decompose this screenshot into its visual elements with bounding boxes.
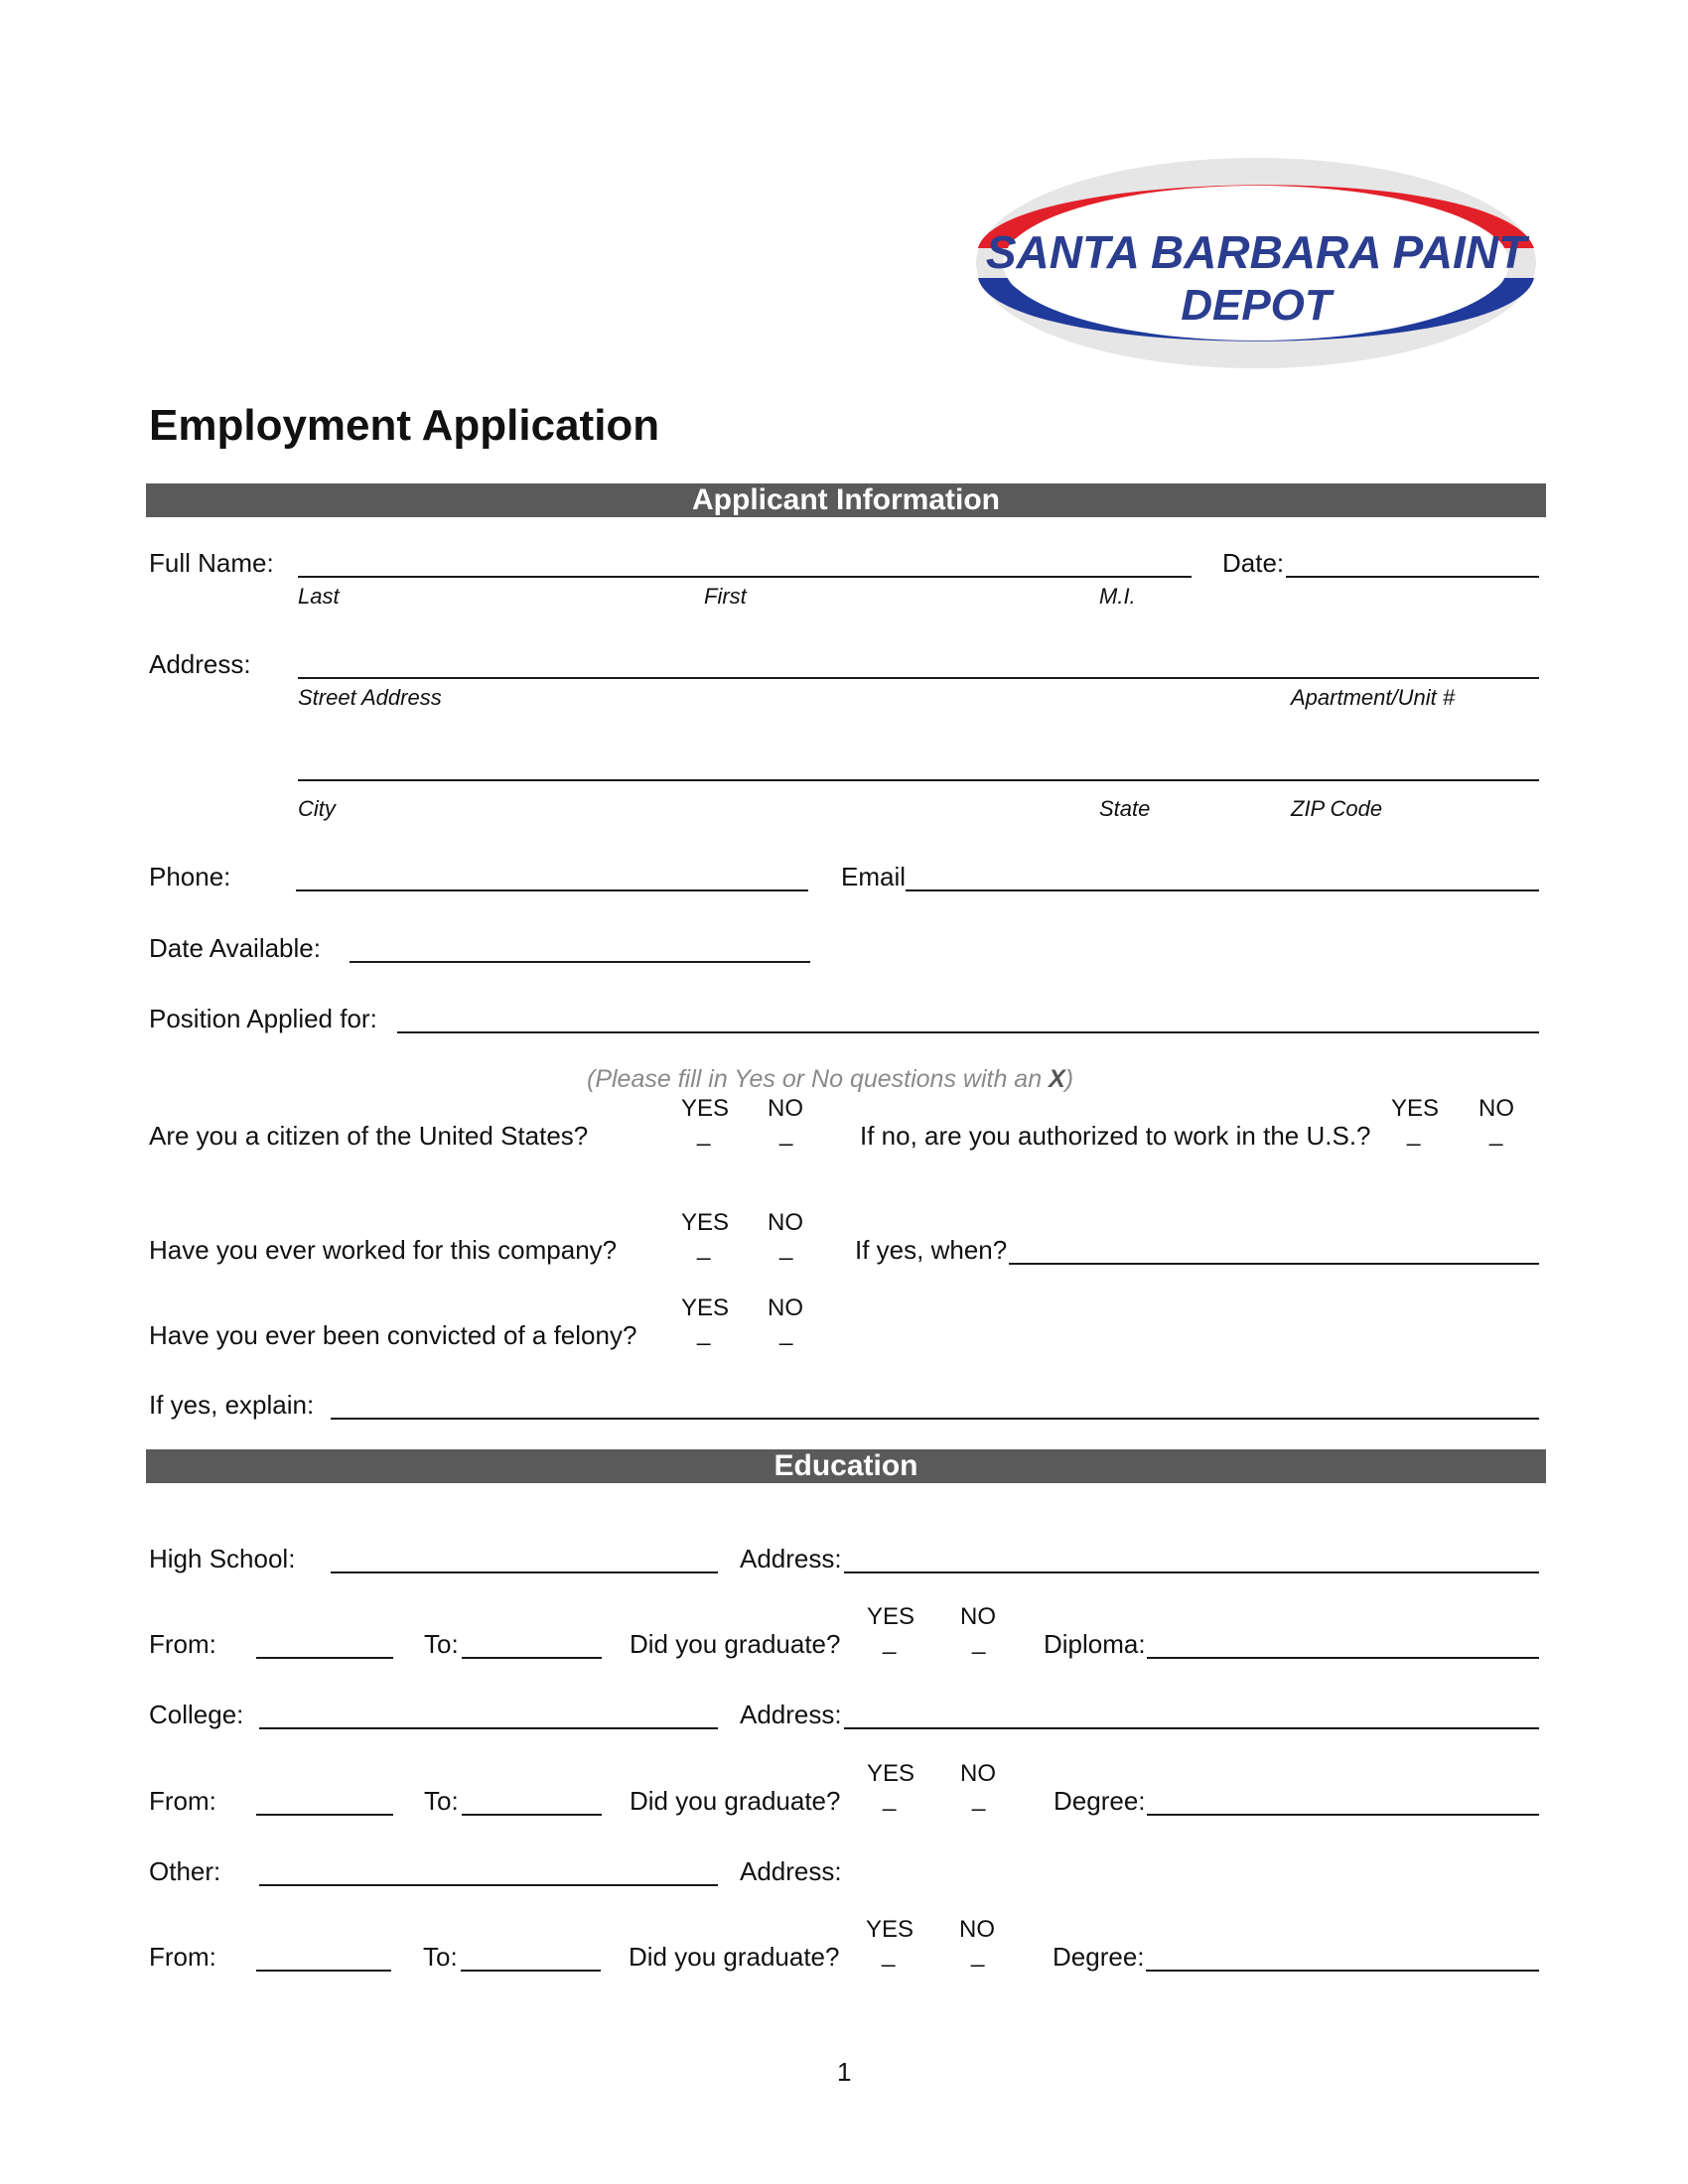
felony-no-label: NO — [768, 1295, 803, 1321]
hs-yes-box[interactable]: _ — [883, 1628, 897, 1655]
other-yes-label: YES — [866, 1916, 914, 1943]
other-address-label: Address: — [740, 1856, 842, 1886]
hs-no-box[interactable]: _ — [972, 1628, 986, 1655]
explain-label: If yes, explain: — [149, 1390, 315, 1420]
high-school-field[interactable] — [331, 1571, 718, 1573]
phone-label: Phone: — [149, 862, 231, 891]
authorized-no-label: NO — [1478, 1095, 1514, 1122]
worked-no-box[interactable]: _ — [779, 1234, 793, 1261]
citizen-no-box[interactable]: _ — [779, 1120, 793, 1147]
yes-no-instruction: (Please fill in Yes or No questions with an X) — [587, 1065, 1074, 1093]
college-no-box[interactable]: _ — [972, 1785, 986, 1812]
page-title: Employment Application — [149, 401, 660, 450]
other-yes-box[interactable]: _ — [882, 1941, 896, 1968]
section-header-applicant: Applicant Information — [146, 483, 1546, 517]
citizen-no-label: NO — [768, 1095, 803, 1122]
college-label: College: — [149, 1700, 244, 1729]
full-name-field[interactable] — [298, 576, 1192, 578]
high-school-address-label: Address: — [740, 1544, 842, 1573]
felony-no-box[interactable]: _ — [779, 1319, 793, 1346]
authorized-no-box[interactable]: _ — [1489, 1120, 1503, 1147]
hs-no-label: NO — [960, 1603, 996, 1630]
apartment-caption: Apartment/Unit # — [1291, 685, 1456, 710]
hs-from-field[interactable] — [256, 1657, 393, 1659]
state-caption: State — [1099, 796, 1151, 821]
email-field[interactable] — [906, 889, 1539, 891]
date-field[interactable] — [1286, 576, 1539, 578]
hs-to-field[interactable] — [462, 1657, 602, 1659]
college-degree-label: Degree: — [1054, 1786, 1146, 1816]
logo-text-1: SANTA BARBARA PAINT — [985, 226, 1527, 278]
date-label: Date: — [1222, 548, 1285, 578]
diploma-label: Diploma: — [1044, 1629, 1146, 1659]
authorized-question: If no, are you authorized to work in the U.S.? — [860, 1121, 1371, 1151]
address-label: Address: — [149, 649, 251, 679]
middle-initial-caption: M.I. — [1099, 584, 1136, 609]
logo-graphic — [968, 149, 1544, 377]
college-from-label: From: — [149, 1786, 216, 1816]
college-no-label: NO — [960, 1760, 996, 1787]
email-label: Email — [841, 862, 907, 891]
college-to-field[interactable] — [462, 1814, 602, 1816]
page-number: 1 — [837, 2057, 852, 2087]
hs-from-label: From: — [149, 1629, 216, 1659]
street-address-field[interactable] — [298, 677, 1539, 679]
high-school-label: High School: — [149, 1544, 296, 1573]
college-yes-box[interactable]: _ — [883, 1785, 897, 1812]
college-address-label: Address: — [740, 1700, 842, 1729]
felony-question: Have you ever been convicted of a felony? — [149, 1320, 637, 1350]
city-state-zip-field[interactable] — [298, 779, 1539, 781]
felony-yes-box[interactable]: _ — [697, 1319, 711, 1346]
college-graduate-question: Did you graduate? — [630, 1786, 841, 1816]
worked-question: Have you ever worked for this company? — [149, 1235, 618, 1265]
date-available-field[interactable] — [350, 961, 810, 963]
other-graduate-question: Did you graduate? — [629, 1942, 840, 1972]
street-address-caption: Street Address — [298, 685, 442, 710]
other-to-label: To: — [423, 1942, 458, 1972]
last-name-caption: Last — [298, 584, 340, 609]
when-field[interactable] — [1009, 1263, 1539, 1265]
college-address-field[interactable] — [844, 1727, 1539, 1729]
worked-yes-label: YES — [681, 1209, 730, 1236]
worked-yes-box[interactable]: _ — [697, 1234, 711, 1261]
section-header-education: Education — [146, 1449, 1546, 1483]
other-from-label: From: — [149, 1942, 216, 1972]
college-to-label: To: — [424, 1786, 459, 1816]
other-field[interactable] — [259, 1884, 718, 1886]
phone-field[interactable] — [296, 889, 808, 891]
first-name-caption: First — [704, 584, 747, 609]
city-caption: City — [298, 796, 336, 821]
date-available-label: Date Available: — [149, 933, 321, 963]
other-no-box[interactable]: _ — [971, 1941, 985, 1968]
authorized-yes-label: YES — [1391, 1095, 1440, 1122]
worked-no-label: NO — [768, 1209, 803, 1236]
zip-caption: ZIP Code — [1291, 796, 1383, 821]
hs-to-label: To: — [424, 1629, 459, 1659]
college-field[interactable] — [259, 1727, 718, 1729]
other-degree-field[interactable] — [1146, 1970, 1539, 1972]
college-degree-field[interactable] — [1147, 1814, 1539, 1816]
logo-text-2: DEPOT — [1181, 281, 1332, 330]
explain-field[interactable] — [331, 1418, 1539, 1420]
citizen-yes-box[interactable]: _ — [697, 1120, 711, 1147]
other-degree-label: Degree: — [1053, 1942, 1145, 1972]
position-label: Position Applied for: — [149, 1004, 377, 1033]
felony-yes-label: YES — [681, 1295, 730, 1321]
company-logo — [968, 149, 1544, 377]
other-label: Other: — [149, 1856, 221, 1886]
authorized-yes-box[interactable]: _ — [1407, 1120, 1421, 1147]
position-field[interactable] — [397, 1031, 1539, 1033]
college-from-field[interactable] — [256, 1814, 393, 1816]
hs-graduate-question: Did you graduate? — [630, 1629, 841, 1659]
diploma-field[interactable] — [1147, 1657, 1539, 1659]
other-to-field[interactable] — [461, 1970, 601, 1972]
citizen-yes-label: YES — [681, 1095, 730, 1122]
other-from-field[interactable] — [256, 1970, 391, 1972]
citizen-question: Are you a citizen of the United States? — [149, 1121, 589, 1151]
when-label: If yes, when? — [855, 1235, 1008, 1265]
other-no-label: NO — [959, 1916, 995, 1943]
hs-yes-label: YES — [867, 1603, 915, 1630]
college-yes-label: YES — [867, 1760, 915, 1787]
full-name-label: Full Name: — [149, 548, 274, 578]
high-school-address-field[interactable] — [844, 1571, 1539, 1573]
